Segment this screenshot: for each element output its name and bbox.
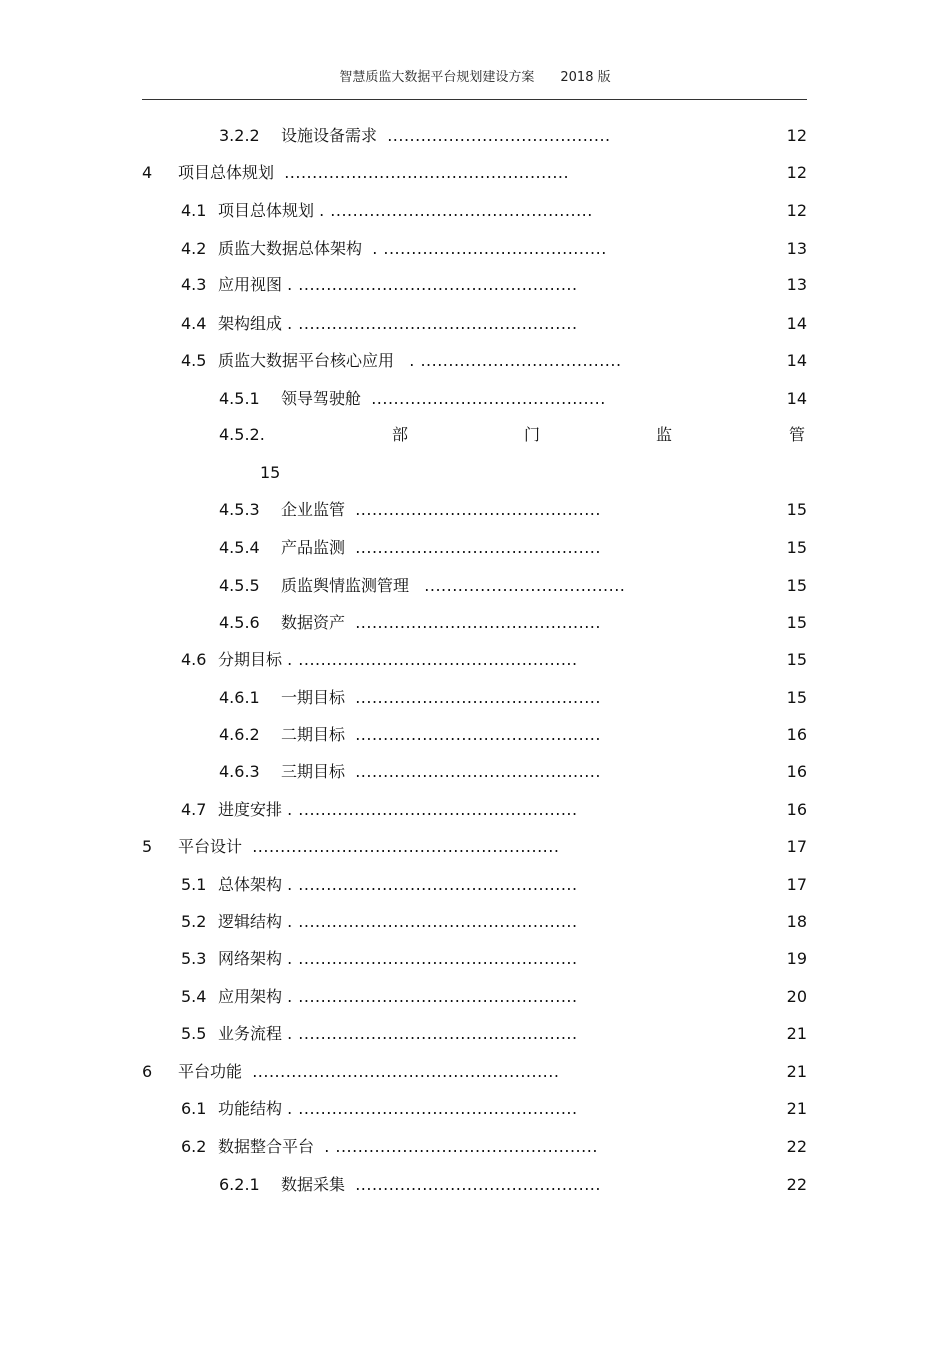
- toc-title: 功能结构 . ..................................................: [218, 1097, 578, 1121]
- toc-number: 5.1: [181, 875, 207, 894]
- toc-leader-dots: . ..................................................: [287, 800, 578, 819]
- toc-number: 4.6.3: [219, 762, 260, 781]
- toc-leader-dots: . ..................................................: [287, 314, 578, 333]
- toc-leader-dots: . ..................................................: [287, 949, 578, 968]
- toc-number: 4: [142, 163, 153, 182]
- toc-leader-dots: ............................................: [355, 613, 601, 632]
- toc-page-number: 12: [786, 201, 807, 220]
- toc-number: 5.2: [181, 912, 207, 931]
- document-year: 2018 版: [560, 70, 611, 85]
- toc-title: 质监舆情监测管理 ....................................: [281, 574, 625, 598]
- toc-leader-dots: . ........................................: [372, 239, 607, 258]
- toc-title-char: 管: [789, 425, 806, 444]
- toc-title-char: 门: [524, 425, 541, 444]
- toc-number: 5.3: [181, 949, 207, 968]
- toc-title: 设施设备需求 ........................................: [281, 124, 611, 148]
- toc-number: 4.5.5: [219, 576, 260, 595]
- toc-number: 4.1: [181, 201, 207, 220]
- toc-number: 4.6.2: [219, 725, 260, 744]
- document-title: 智慧质监大数据平台规划建设方案: [339, 70, 535, 85]
- toc-number: 4.6: [181, 650, 207, 669]
- toc-leader-dots: . ..................................................: [287, 912, 578, 931]
- toc-page-number: 22: [786, 1175, 807, 1194]
- toc-title: 三期目标 ............................................: [281, 760, 601, 784]
- toc-number: 4.4: [181, 314, 207, 333]
- toc-page-number: 15: [786, 500, 807, 519]
- toc-leader-dots: ....................................: [424, 576, 626, 595]
- toc-page-number: 12: [786, 126, 807, 145]
- toc-page-number: 16: [786, 762, 807, 781]
- toc-title: 网络架构 . ..................................................: [218, 947, 578, 971]
- toc-leader-dots: . ..................................................: [287, 987, 578, 1006]
- toc-number: 6.2: [181, 1137, 207, 1156]
- toc-page-number: 12: [786, 163, 807, 182]
- toc-title: 数据资产 ............................................: [281, 611, 601, 635]
- toc-leader-dots: ............................................: [355, 725, 601, 744]
- toc-number: 4.5.6: [219, 613, 260, 632]
- toc-number: 6: [142, 1062, 153, 1081]
- toc-number: 3.2.2: [219, 126, 260, 145]
- toc-page-number: 22: [786, 1137, 807, 1156]
- toc-title: 二期目标 ............................................: [281, 723, 601, 747]
- toc-leader-dots: . ..................................................: [287, 650, 578, 669]
- toc-title: 质监大数据总体架构 . ........................................: [218, 237, 607, 261]
- toc-title: 平台功能 .......................................................: [178, 1060, 559, 1084]
- toc-title-char: 监: [656, 425, 673, 444]
- toc-page-number: 15: [786, 613, 807, 632]
- toc-page-number: 21: [786, 1024, 807, 1043]
- toc-page-number: 21: [786, 1062, 807, 1081]
- toc-page-number: 17: [786, 837, 807, 856]
- toc-page-number: 21: [786, 1099, 807, 1118]
- toc-title: 业务流程 . ..................................................: [218, 1022, 578, 1046]
- toc-number: 4.5: [181, 351, 207, 370]
- toc-leader-dots: ........................................: [387, 126, 611, 145]
- toc-page-number: 15: [786, 576, 807, 595]
- toc-title: 逻辑结构 . ..................................................: [218, 910, 578, 934]
- toc-title: 一期目标 ............................................: [281, 686, 601, 710]
- toc-page-number: 17: [786, 875, 807, 894]
- toc-title: 项目总体规划 ...................................................: [178, 161, 569, 185]
- toc-title: 应用视图 . ..................................................: [218, 273, 578, 297]
- toc-number: 5.4: [181, 987, 207, 1006]
- toc-page-number: 15: [786, 650, 807, 669]
- toc-number: 4.2: [181, 239, 207, 258]
- toc-number: 4.7: [181, 800, 207, 819]
- toc-leader-dots: . ....................................: [409, 351, 622, 370]
- toc-title: 进度安排 . ..................................................: [218, 798, 578, 822]
- toc-leader-dots: ...................................................: [284, 163, 570, 182]
- toc-leader-dots: ............................................: [355, 538, 601, 557]
- toc-title: 架构组成 . ..................................................: [218, 312, 578, 336]
- toc-page-number: 14: [786, 314, 807, 333]
- toc-page-number: 13: [786, 275, 807, 294]
- toc-title: 项目总体规划 . ...............................................: [218, 199, 593, 223]
- toc-number: 4.5.2.: [219, 425, 265, 444]
- toc-leader-dots: ............................................: [355, 762, 601, 781]
- toc-page-number: 15: [786, 538, 807, 557]
- toc-number: 5: [142, 837, 153, 856]
- toc-leader-dots: ............................................: [355, 688, 601, 707]
- toc-leader-dots: . ...............................................: [319, 201, 593, 220]
- toc-leader-dots: . ...............................................: [324, 1137, 598, 1156]
- toc-number: 4.5.1: [219, 389, 260, 408]
- toc-page-number: 19: [786, 949, 807, 968]
- toc-number: 6.1: [181, 1099, 207, 1118]
- toc-leader-dots: .......................................................: [252, 1062, 560, 1081]
- toc-number: 4.5.4: [219, 538, 260, 557]
- toc-title-char: 部: [392, 425, 409, 444]
- toc-leader-dots: . ..................................................: [287, 275, 578, 294]
- toc-page-number: 18: [786, 912, 807, 931]
- toc-page-number: 20: [786, 987, 807, 1006]
- toc-number: 6.2.1: [219, 1175, 260, 1194]
- toc-title: 数据整合平台 . ...............................................: [218, 1135, 598, 1159]
- toc-page-number: 16: [786, 800, 807, 819]
- toc-page-number: 15: [260, 463, 281, 482]
- toc-title: 应用架构 . ..................................................: [218, 985, 578, 1009]
- toc-number: 4.6.1: [219, 688, 260, 707]
- toc-number: 4.3: [181, 275, 207, 294]
- toc-leader-dots: ............................................: [355, 1175, 601, 1194]
- toc-title: 产品监测 ............................................: [281, 536, 601, 560]
- toc-leader-dots: ............................................: [355, 500, 601, 519]
- toc-title: 总体架构 . ..................................................: [218, 873, 578, 897]
- toc-page-number: 15: [786, 688, 807, 707]
- toc-page-number: 14: [786, 351, 807, 370]
- toc-title: 企业监管 ............................................: [281, 498, 601, 522]
- toc-leader-dots: .......................................................: [252, 837, 560, 856]
- toc-page-number: 14: [786, 389, 807, 408]
- toc-number: 5.5: [181, 1024, 207, 1043]
- toc-title: 数据采集 ............................................: [281, 1173, 601, 1197]
- toc-leader-dots: . ..................................................: [287, 875, 578, 894]
- toc-leader-dots: ..........................................: [371, 389, 606, 408]
- toc-title: 平台设计 .......................................................: [178, 835, 559, 859]
- toc-title: 领导驾驶舱 ..........................................: [281, 387, 606, 411]
- toc-number: 4.5.3: [219, 500, 260, 519]
- toc-title: 质监大数据平台核心应用 . ....................................: [218, 349, 622, 373]
- toc-leader-dots: . ..................................................: [287, 1024, 578, 1043]
- toc-leader-dots: . ..................................................: [287, 1099, 578, 1118]
- toc-title: 分期目标 . ..................................................: [218, 648, 578, 672]
- toc-page-number: 13: [786, 239, 807, 258]
- toc-page-number: 16: [786, 725, 807, 744]
